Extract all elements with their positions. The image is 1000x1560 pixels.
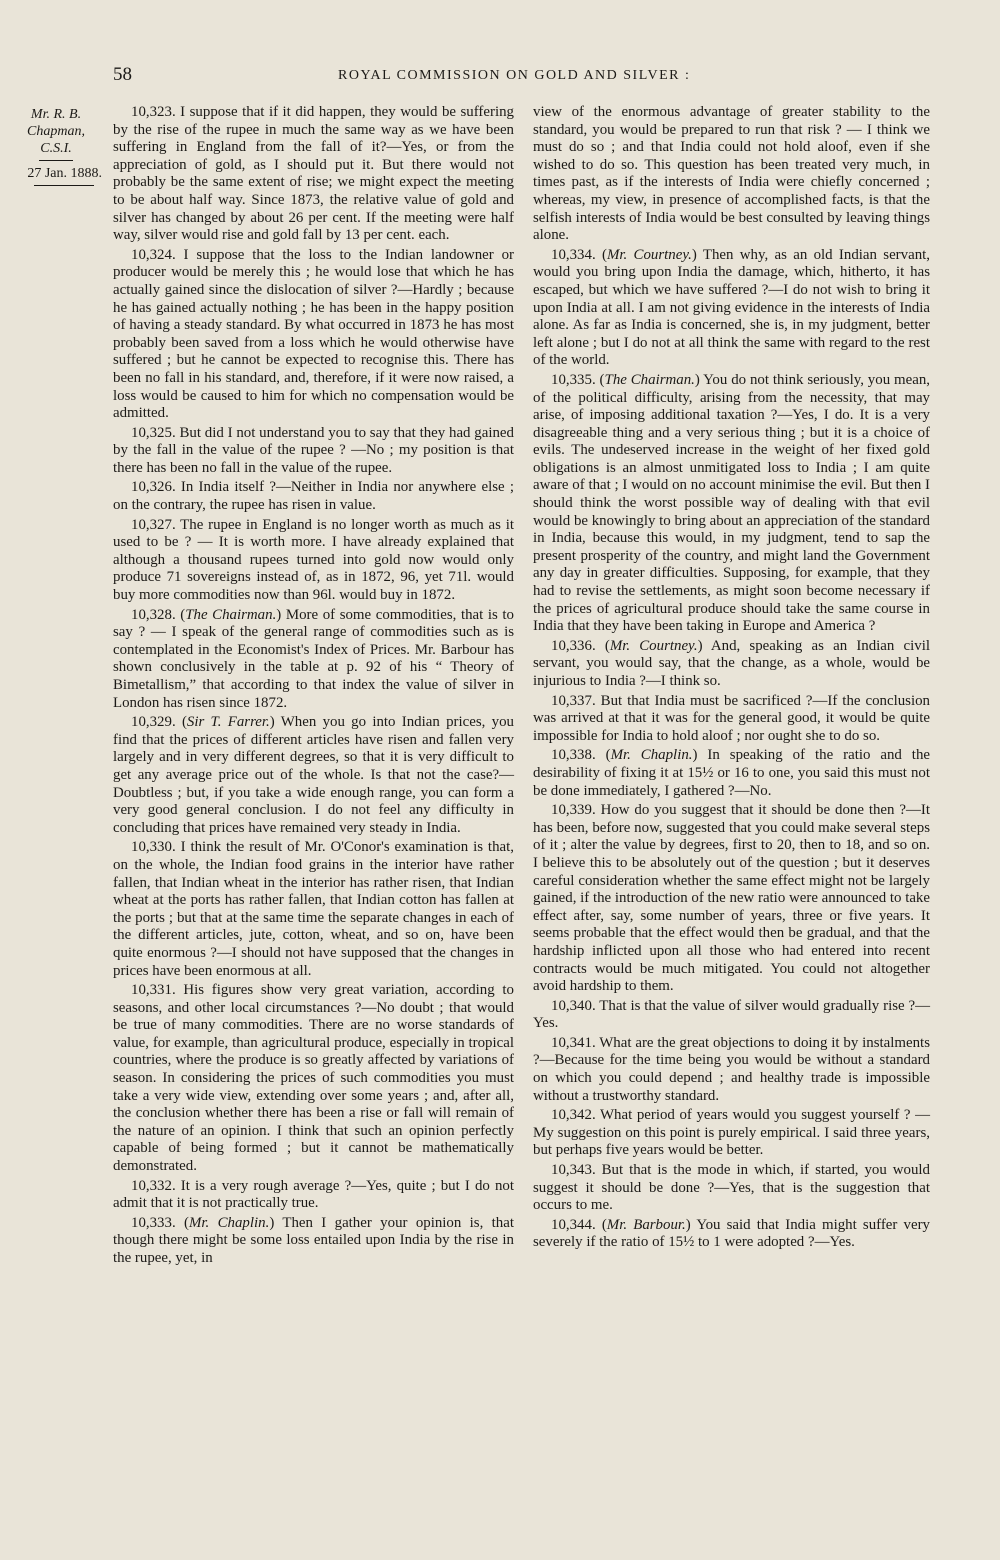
speaker-name: Mr. Barbour. <box>606 1216 686 1233</box>
paragraph-lead: 10,338. ( <box>551 747 611 764</box>
testimony-paragraph: 10,341. What are the great objections to doing it by instalments ?—Because for the time being you would be without a standard on which you could depend ; and healthy trade is impossible without a trustworthy standard. <box>533 1034 930 1104</box>
testimony-paragraph: 10,343. But that is the mode in which, if started, you would suggest it should be done ?—Yes, that is the suggestion that occurs to me. <box>533 1162 930 1214</box>
speaker-name: Mr. Chaplin. <box>188 1214 270 1231</box>
testimony-paragraph <box>533 247 930 370</box>
witness-name-line-2: Chapman, <box>27 124 85 139</box>
testimony-paragraph <box>533 1217 930 1252</box>
paragraph-text: ) When you go into Indian prices, you find that the prices of different articles have risen and fallen very largely and in very different degrees, so that it is very difficult to get any average price out of the whole. Is that not the case?—Doubtless ; but, if you take a wide enough range, you can form a very good general conclusion. I do not feel any difficulty in concluding that prices have remained very steady in India. <box>113 714 514 836</box>
margin-divider-2 <box>34 185 94 186</box>
speaker-name: Sir T. Farrer. <box>186 714 270 731</box>
testimony-paragraph: 10,330. I think the result of Mr. O'Conor's examination is that, on the whole, the Indian food grains in the interior have rather fallen, that Indian wheat in the interior has rather risen, that Indian wheat at the ports has rather fallen, that Indian cotton has fallen at the ports ; but that at the same time the separate changes in each of the different articles, jute, cotton, wheat, and so on, have been quite enormous ?—I should not have supposed that the changes in prices have been enormous at all. <box>113 839 514 979</box>
paragraph-text: ) You do not think seriously, you mean, of the political difficulty, arising from the necessity, that may arise, of imposing additional taxation ?—Yes, I do. It is a very disagreeable thing and a very serious thing ; but it is a choice of evils. The undeserved increase in the weight of her fixed gold obligations is an almost unmitigated loss to India ; I am quite aware of that ; I would on no account minimise the evil. But then I should think the worst possible way of dealing with that evil would be knowingly to bring about an appreciation of the standard in India, because this would, in my judgment, tend to sap the present prosperity of the country, and might land the Government any day in greater difficulties. Supposing, for example, that they had to revise the settlements, as might soon become necessary if the prices of agricultural produce should take the same course in India that they have been taking in Europe and America ? <box>533 371 930 635</box>
paragraph-text: ) Then I gather your opinion is, that though there might be some loss entailed upon India by the rise in the rupee, yet, in <box>113 1214 515 1266</box>
testimony-paragraph: 10,326. In India itself ?—Neither in India nor anywhere else ; on the contrary, the rupee has risen in value. <box>113 479 514 514</box>
testimony-paragraph: 10,324. I suppose that the loss to the Indian landowner or producer would be merely this ; he would lose that which he has actually gained since the dislocation of silver ?—Hardly ; because he has gained actually nothing ; he has been in the happy position of having a steady standard. By what occurred in 1873 he has most probably been saved from a loss which he would otherwise have suffered ; but he cannot be expected to recognise this. There has been no fall in his standard, and, therefore, if it were now raised, a loss would be caused to him for which no compensation would be admitted. <box>113 246 514 422</box>
testimony-paragraph <box>533 372 930 636</box>
testimony-paragraph: 10,340. That is that the value of silver would gradually rise ?—Yes. <box>533 997 930 1032</box>
testimony-paragraph <box>533 638 930 691</box>
testimony-paragraph: 10,332. It is a very rough average ?—Yes, quite ; but I do not admit that it is not practically true. <box>113 1177 514 1212</box>
speaker-name: Mr. Courtney. <box>609 637 698 654</box>
witness-name-line-1: Mr. R. B. <box>30 107 82 122</box>
speaker-name: Mr. Courtney. <box>606 246 692 263</box>
paragraph-lead: 10,344. ( <box>551 1216 607 1233</box>
testimony-paragraph: 10,339. How do you suggest that it should be done then ?—It has been, before now, suggested that you could make several steps of it ; alter the value by degrees, first to 20, then to 18, and so on. I believe this to be absolutely out of the question ; but it deserves careful consideration whether the same effect might not be largely gained, if the introduction of the new ratio were announced to take effect after, say, some number of years, three or five years. It seems probable that the effect would then be gradual, and that the hardship inflicted upon all those who had entered into recent contracts would be much mitigated. You could not altogether avoid hardship to them. <box>533 802 930 995</box>
testimony-paragraph: 10,327. The rupee in England is no longer worth as much as it used to be ? — It is worth more. I have already explained that although a thousand rupees turned into gold now would only produce 71 sovereigns instead of, as in 1872, 96, yet 71l. would buy more commodities now than 96l. would buy in 1872. <box>113 516 514 604</box>
paragraph-lead: 10,328. ( <box>131 606 186 623</box>
testimony-paragraph <box>113 607 514 713</box>
right-column <box>533 104 930 1252</box>
margin-divider <box>39 160 73 161</box>
speaker-name: The Chairman. <box>185 606 277 623</box>
paragraph-text: ) In speaking of the ratio and the desirability of fixing it at 15½ or 16 to one, you said this must not be done immediately, I gathered ?—No. <box>533 747 930 799</box>
paragraph-lead: 10,329. ( <box>131 714 187 731</box>
testimony-paragraph <box>113 714 514 837</box>
testimony-paragraph: 10,325. But did I not understand you to say that they had gained by the fall in the value of the rupee ? —No ; my position is that there has been no fall in the value of the rupee. <box>113 424 514 476</box>
testimony-paragraph: view of the enormous advantage of greater stability to the standard, you would be prepared to run that risk ? — I think we must do so ; and that India could not hold aloof, even if she wished to do so. This question has been treated very much, in times past, as if the interests of India were chiefly concerned ; whereas, my view, in presence of accomplished facts, is that the selfish interests of India would be best consulted by leaving things alone. <box>533 104 930 244</box>
speaker-name: Mr. Chaplin. <box>610 747 693 764</box>
paragraph-lead: 10,333. ( <box>131 1214 189 1231</box>
testimony-paragraph: 10,323. I suppose that if it did happen, they would be suffering by the rise of the rupee in much the same way as we have been suffering in England from the fall of it?—Yes, or from the appreciation of gold, as I should put it. But there would not probably be the same extent of rise; we might expect the meeting to be about half way. Since 1873, the relative value of gold and silver has changed by about 26 per cent. If the meeting were half way, silver would rise and gold fall by 13 per cent. each. <box>113 104 514 244</box>
witness-margin-note <box>8 106 104 186</box>
paragraph-text: ) You said that India might suffer very severely if the ratio of 15½ to 1 were adopted ?—Yes. <box>533 1216 930 1251</box>
testimony-paragraph: 10,337. But that India must be sacrificed ?—If the conclusion was arrived at that it was for the general good, it would be quite impossible for India to hold aloof ; nor ought she to do so. <box>533 692 930 744</box>
running-title: ROYAL COMMISSION ON GOLD AND SILVER : <box>338 68 691 83</box>
paragraph-text: ) And, speaking as an Indian civil servant, you would say, that the change, as a whole, would be injurious to India ?—I think so. <box>533 637 930 689</box>
testimony-paragraph <box>113 1215 514 1268</box>
left-column <box>113 104 514 1268</box>
paragraph-lead: 10,334. ( <box>551 246 607 263</box>
paragraph-lead: 10,335. ( <box>551 371 605 388</box>
testimony-paragraph: 10,331. His figures show very great variation, according to seasons, and other local circumstances ?—No doubt ; that would be true of many commodities. There are no worse standards of value, for example, than agricultural produce, especially in tropical countries, where the produce is so greatly affected by variations of season. In considering the prices of such commodities you must take a very wide view, extending over some years ; and, after all, the conclusion whether there has been a rise or fall will remain of the nature of an opinion. I think that such an opinion perfectly capable of being formed ; but it cannot be mathematically demonstrated. <box>113 982 514 1175</box>
paragraph-text: ) Then why, as an old Indian servant, would you bring upon India the damage, which, hitherto, it has escaped, but which we have suffered ?—I do not wish to bring it upon India at all. I am not giving evidence in the interests of India alone. As far as India is concerned, she is, in my judgment, better left alone ; but I do not at all think the same with regard to the rest of the world. <box>533 246 930 369</box>
testimony-paragraph: 10,342. What period of years would you suggest yourself ? — My suggestion on this point is purely empirical. I said three years, but perhaps five years would be better. <box>533 1107 930 1159</box>
paragraph-lead: 10,336. ( <box>551 637 610 654</box>
paragraph-text: ) More of some commodities, that is to say ? — I speak of the general range of commodities such as is contemplated in the Economist's Index of Prices. Mr. Barbour has shown conclusively in the table at p. 92 of his “ Theory of Bimetallism,” that according to that index the value of silver in London has risen since 1872. <box>113 606 514 711</box>
page-number: 58 <box>113 64 132 85</box>
witness-name-line-3: C.S.I. <box>40 141 72 156</box>
testimony-paragraph <box>533 747 930 800</box>
testimony-date: 27 Jan. 1888. <box>27 166 102 181</box>
speaker-name: The Chairman. <box>604 371 695 388</box>
